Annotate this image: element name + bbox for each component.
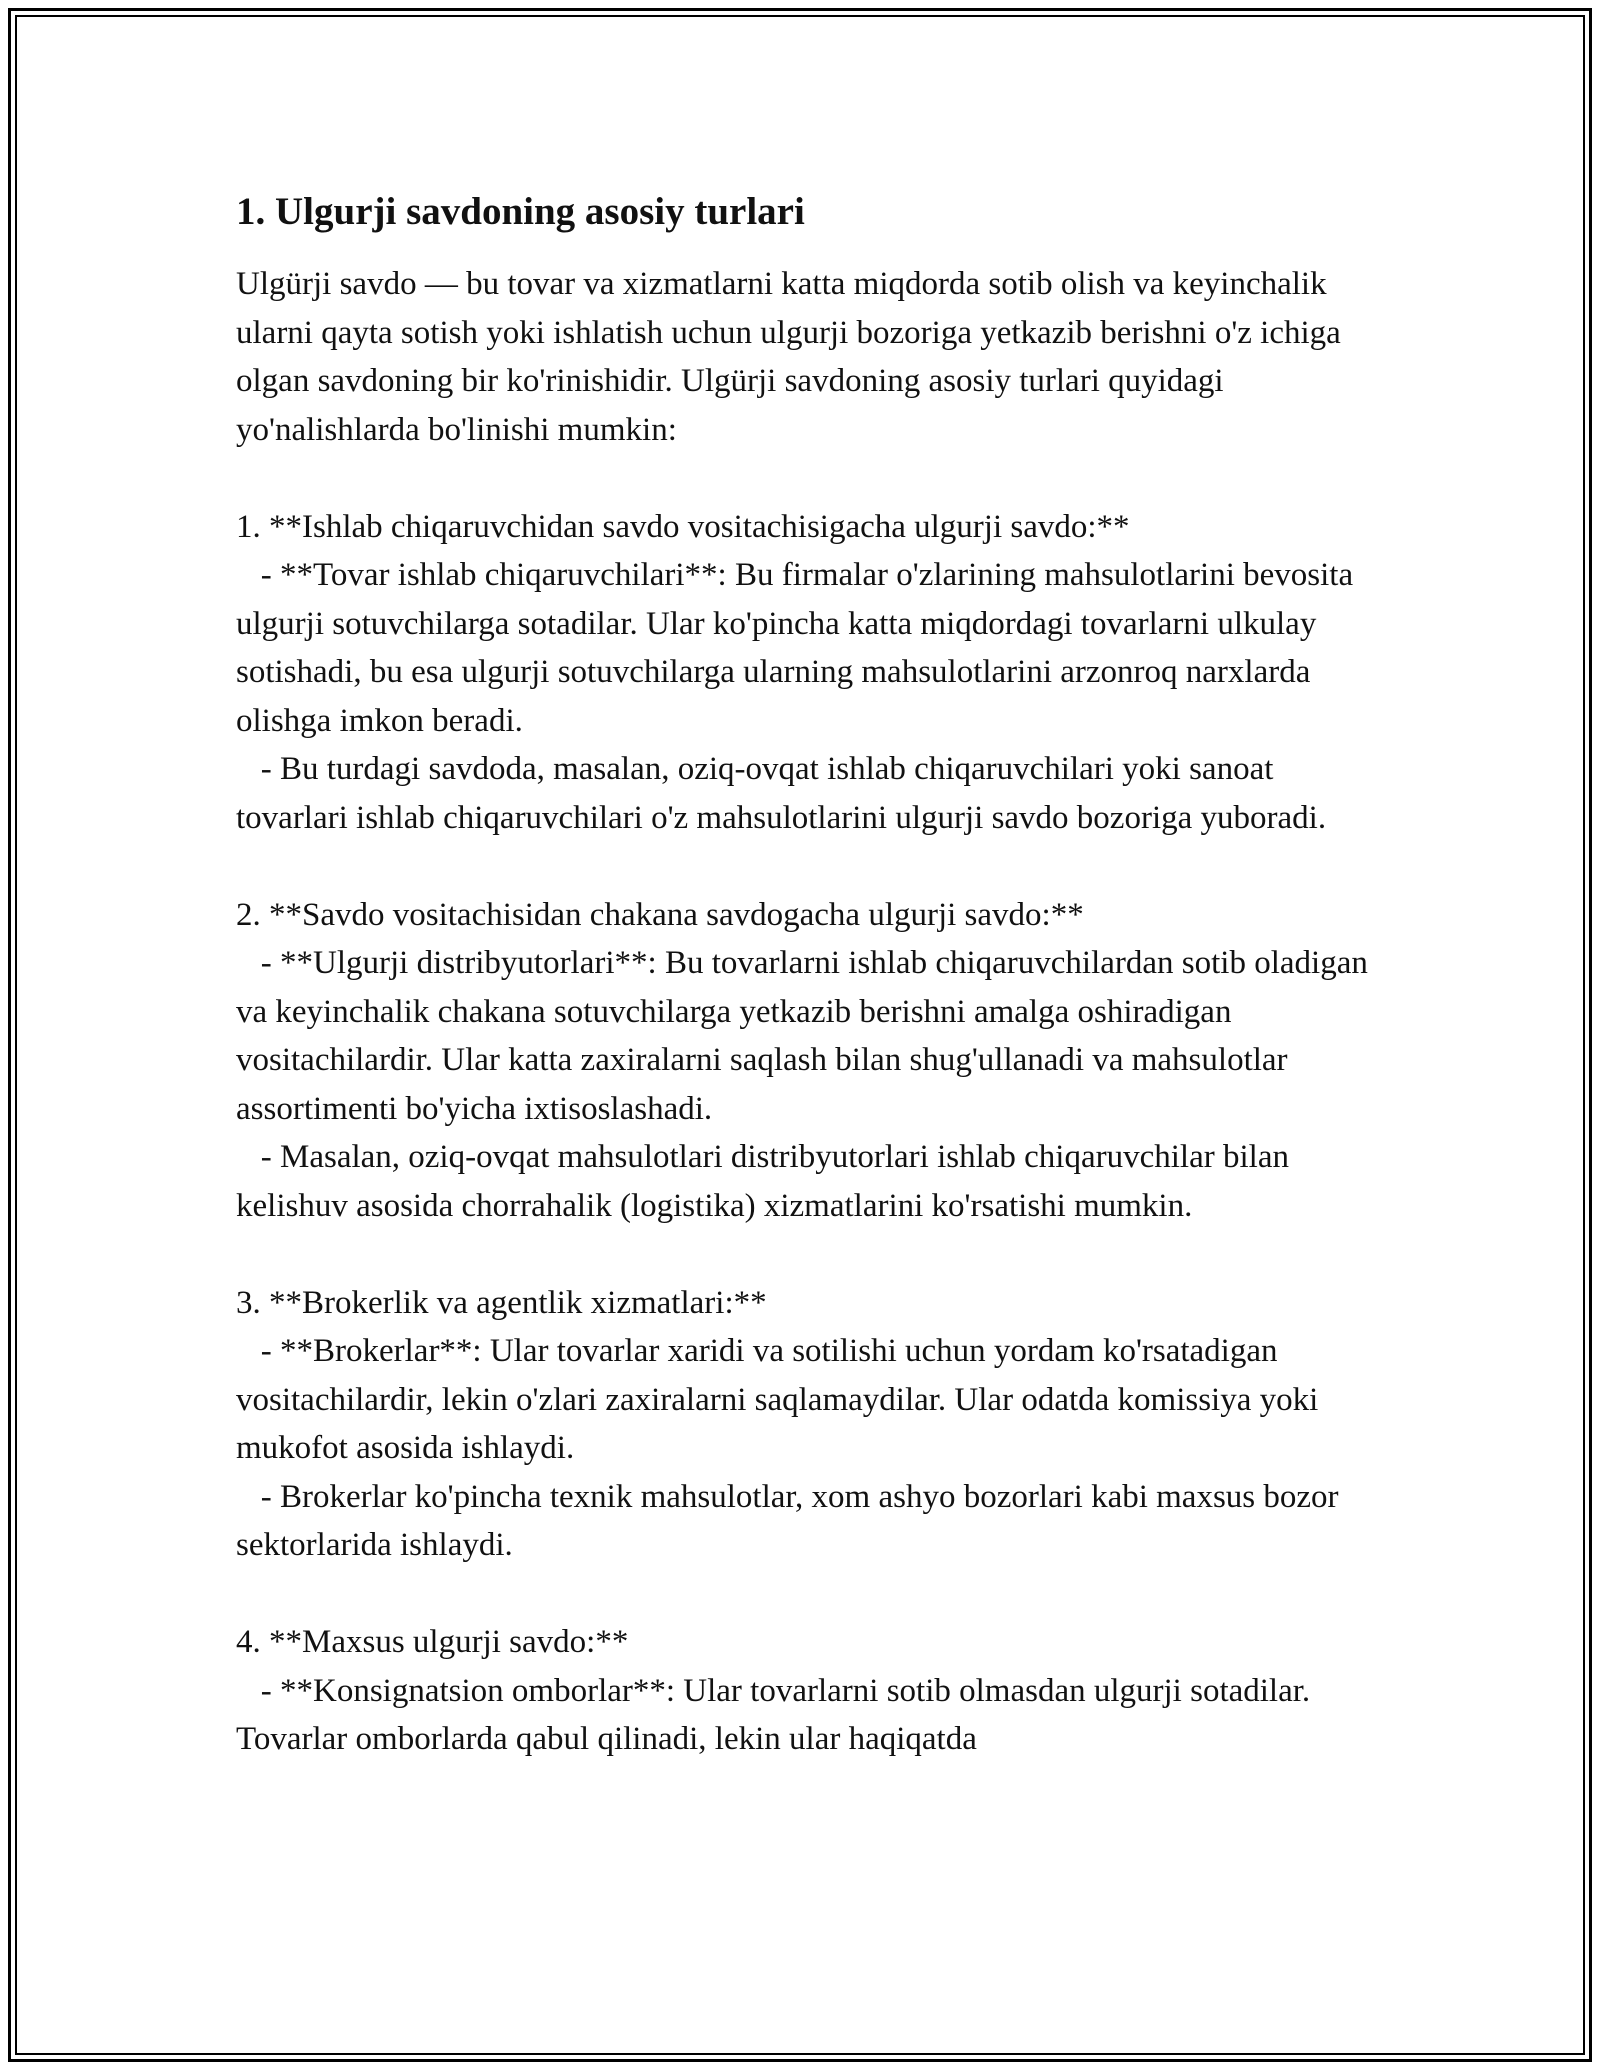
page-title: 1. Ulgurji savdoning asosiy turlari	[236, 190, 805, 233]
document-content	[236, 186, 1376, 1764]
body-text: Ulgürji savdo — bu tovar va xizmatlarni katta miqdorda sotib olish va keyinchalik ularni qayta sotish yoki ishlatish uchun ulgurji bozoriga yetkazib berishni o'z ichiga olgan savdoning bir ko'rinishidir. Ulgürji savdoning asosiy turlari quyidagi yo'nalishlarda bo'linishi mumkin: 1. **Ishlab chiqaruvchidan savdo vositachisigacha ulgurji savdo:** - **Tovar ishlab chiqaruvchilari**: Bu firmalar o'zlarining mahsulotlarini bevosita ulgurji sotuvchilarga sotadilar. Ular ko'pincha katta miqdordagi tovarlarni ulkulay sotishadi, bu esa ulgurji sotuvchilarga ularning mahsulotlarini arzonroq narxlarda olishga imkon beradi. - Bu turdagi savdoda, masalan, oziq-ovqat ishlab chiqaruvchilari yoki sanoat tovarlari ishlab chiqaruvchilari o'z mahsulotlarini ulgurji savdo bozoriga yuboradi. 2. **Savdo vositachisidan chakana savdogacha ulgurji savdo:** - **Ulgurji distribyutorlari**: Bu tovarlarni ishlab chiqaruvchilardan sotib oladigan va keyinchalik chakana sotuvchilarga yetkazib berishni amalga oshiradigan vositachilardir. Ular katta zaxiralarni saqlash bilan shug'ullanadi va mahsulotlar assortimenti bo'yicha ixtisoslashadi. - Masalan, oziq-ovqat mahsulotlari distribyutorlari ishlab chiqaruvchilar bilan kelishuv asosida chorrahalik (logistika) xizmatlarini ko'rsatishi mumkin. 3. **Brokerlik va agentlik xizmatlari:** - **Brokerlar**: Ular tovarlar xaridi va sotilishi uchun yordam ko'rsatadigan vositachilardir, lekin o'zlari zaxiralarni saqlamaydilar. Ular odatda komissiya yoki mukofot asosida ishlaydi. - Brokerlar ko'pincha texnik mahsulotlar, xom ashyo bozorlari kabi maxsus bozor sektorlarida ishlaydi. 4. **Maxsus ulgurji savdo:** - **Konsignatsion omborlar**: Ular tovarlarni sotib olmasdan ulgurji sotadilar. Tovarlar omborlarda qabul qilinadi, lekin ular haqiqatda	[236, 266, 1368, 1757]
